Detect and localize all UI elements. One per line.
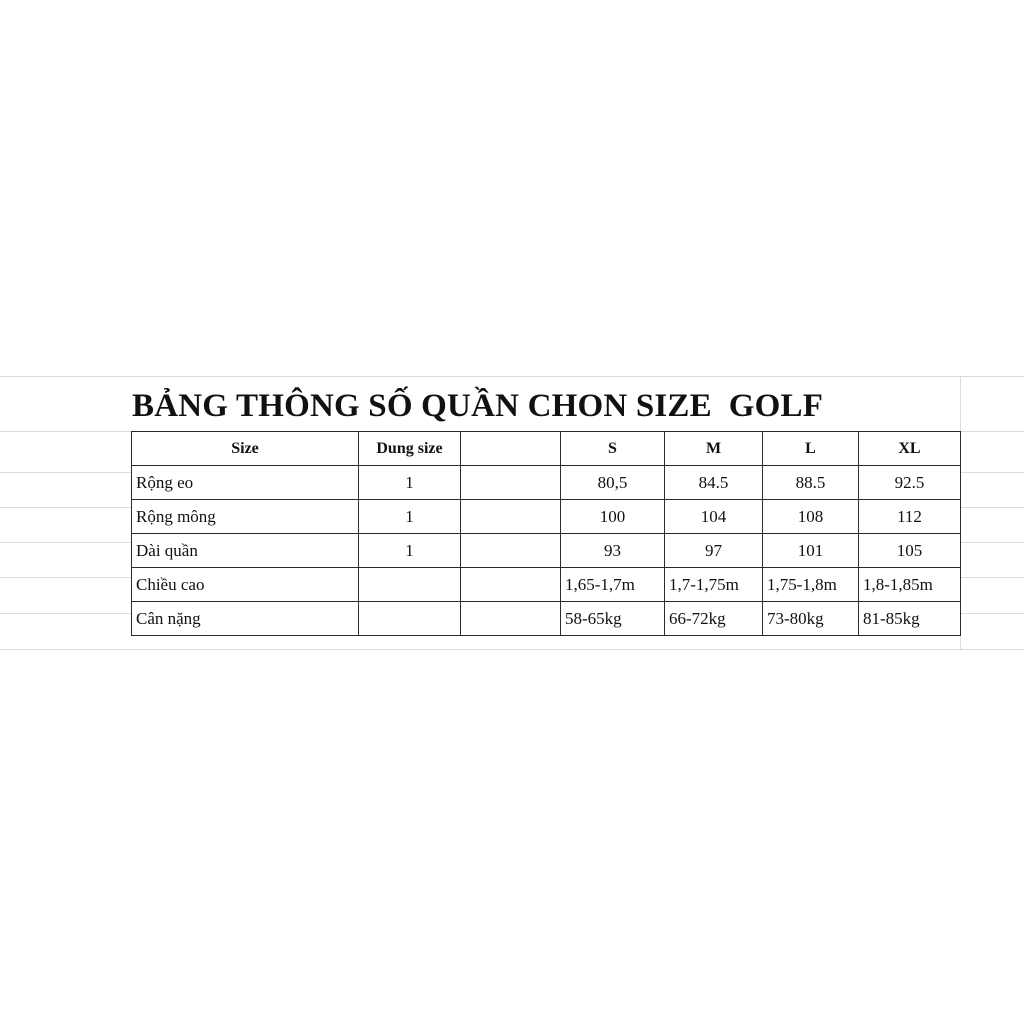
header-blank bbox=[461, 432, 561, 466]
cell-blank bbox=[461, 568, 561, 602]
row-label: Cân nặng bbox=[132, 602, 359, 636]
cell-xl: 112 bbox=[859, 500, 961, 534]
row-label: Dài quần bbox=[132, 534, 359, 568]
table-row bbox=[132, 534, 961, 568]
table-row bbox=[132, 466, 961, 500]
cell-l: 73-80kg bbox=[763, 602, 859, 636]
cell-blank bbox=[461, 534, 561, 568]
cell-dung-size bbox=[359, 568, 461, 602]
cell-xl: 81-85kg bbox=[859, 602, 961, 636]
cell-dung-size bbox=[359, 602, 461, 636]
cell-blank bbox=[461, 500, 561, 534]
table-row bbox=[132, 568, 961, 602]
cell-m: 66-72kg bbox=[665, 602, 763, 636]
cell-blank bbox=[461, 466, 561, 500]
size-table bbox=[131, 431, 961, 636]
cell-l: 1,75-1,8m bbox=[763, 568, 859, 602]
row-label: Rộng mông bbox=[132, 500, 359, 534]
cell-blank bbox=[461, 602, 561, 636]
header-m: M bbox=[665, 432, 763, 466]
header-size: Size bbox=[132, 432, 359, 466]
cell-dung-size: 1 bbox=[359, 534, 461, 568]
cell-s: 80,5 bbox=[561, 466, 665, 500]
cell-l: 101 bbox=[763, 534, 859, 568]
cell-m: 104 bbox=[665, 500, 763, 534]
cell-xl: 105 bbox=[859, 534, 961, 568]
header-xl: XL bbox=[859, 432, 961, 466]
header-s: S bbox=[561, 432, 665, 466]
cell-s: 1,65-1,7m bbox=[561, 568, 665, 602]
cell-s: 93 bbox=[561, 534, 665, 568]
cell-m: 1,7-1,75m bbox=[665, 568, 763, 602]
cell-m: 84.5 bbox=[665, 466, 763, 500]
table-row bbox=[132, 500, 961, 534]
table-header-row bbox=[132, 432, 961, 466]
cell-l: 108 bbox=[763, 500, 859, 534]
cell-l: 88.5 bbox=[763, 466, 859, 500]
row-label: Chiều cao bbox=[132, 568, 359, 602]
header-dung-size: Dung size bbox=[359, 432, 461, 466]
cell-dung-size: 1 bbox=[359, 500, 461, 534]
cell-xl: 1,8-1,85m bbox=[859, 568, 961, 602]
cell-dung-size: 1 bbox=[359, 466, 461, 500]
table-row bbox=[132, 602, 961, 636]
cell-m: 97 bbox=[665, 534, 763, 568]
row-label: Rộng eo bbox=[132, 466, 359, 500]
cell-s: 100 bbox=[561, 500, 665, 534]
header-l: L bbox=[763, 432, 859, 466]
page-title: BẢNG THÔNG SỐ QUẦN CHON SIZE GOLF bbox=[132, 382, 827, 430]
cell-s: 58-65kg bbox=[561, 602, 665, 636]
cell-xl: 92.5 bbox=[859, 466, 961, 500]
